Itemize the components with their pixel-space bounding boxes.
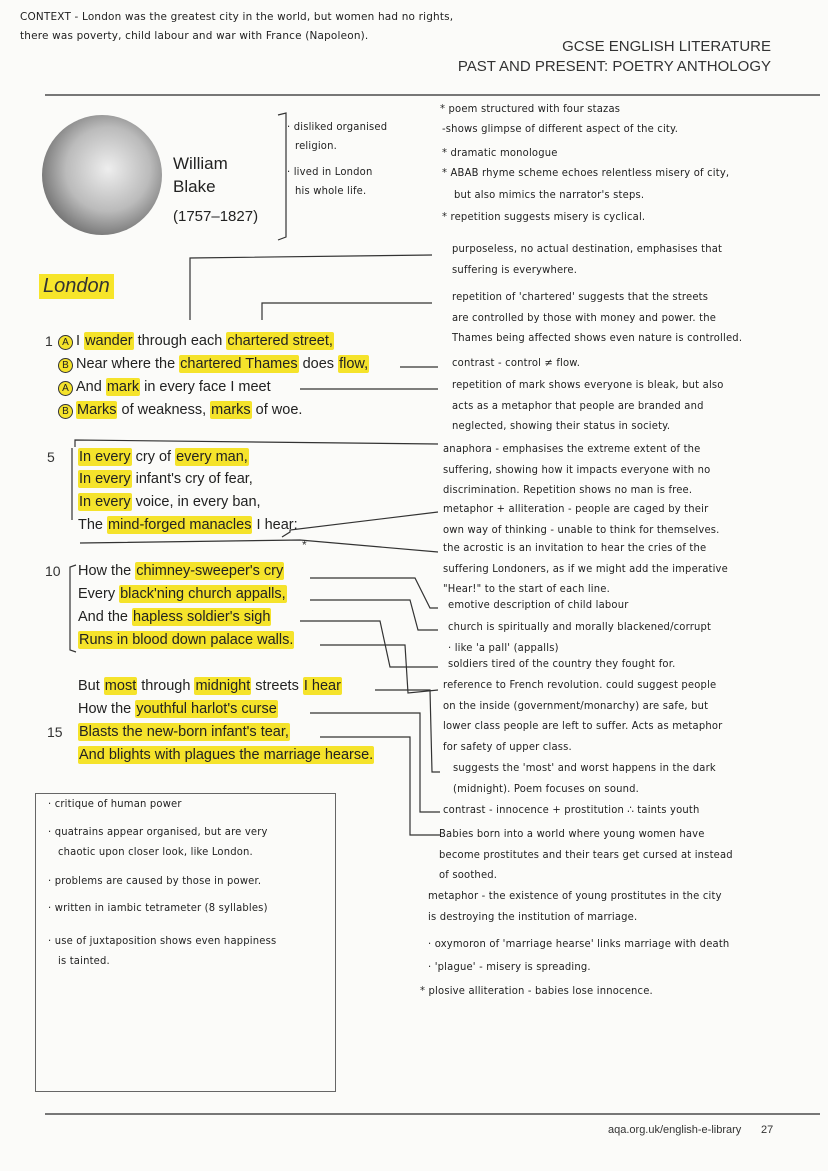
poem-line	[78, 724, 290, 740]
structure-note: * ABAB rhyme scheme echoes relentless misery of city,	[442, 167, 730, 179]
poet-note: · lived in London	[287, 166, 373, 178]
annotation-line: suffering is everywhere.	[452, 263, 578, 276]
poem-line	[78, 517, 298, 533]
annotation-line: lower class people are left to suffer. Acts as metaphor	[443, 720, 723, 732]
context-note-line: CONTEXT - London was the greatest city in the world, but women had no rights,	[20, 10, 454, 23]
annotation-line: neglected, showing their status in society.	[452, 420, 671, 432]
connector-line	[310, 600, 438, 630]
header-subject: GCSE ENGLISH LITERATURE	[562, 38, 771, 55]
annotation-line: are controlled by those with money and power. the	[452, 311, 717, 324]
poem-text: The	[78, 517, 108, 533]
annotation-line: church is spiritually and morally blackened/corrupt	[448, 621, 712, 633]
highlighted-phrase: I hear	[303, 678, 341, 694]
poem-line	[58, 356, 369, 373]
connector-line	[262, 303, 432, 320]
bracket-stanza-3	[70, 565, 76, 652]
poem-line	[58, 379, 271, 396]
annotation-line: purposeless, no actual destination, emphasises that	[452, 243, 723, 255]
annotation-line: (midnight). Poem focuses on sound.	[453, 782, 640, 795]
connector-line	[310, 578, 438, 608]
poem-text: cry of	[131, 449, 176, 465]
line-number: 5	[47, 449, 55, 465]
highlighted-phrase: black'ning church appalls,	[120, 586, 286, 602]
poet-last-name: Blake	[173, 177, 216, 196]
poem-text: of woe.	[251, 402, 303, 418]
annotation-line: become prostitutes and their tears get cursed at instead	[439, 848, 733, 861]
highlighted-phrase: Blasts the new-born infant's tear,	[79, 724, 289, 740]
summary-point: · quatrains appear organised, but are very	[48, 826, 268, 838]
highlighted-phrase: In every	[79, 494, 131, 510]
annotation-line: contrast - control ≠ flow.	[452, 357, 581, 369]
connector-line	[375, 690, 440, 772]
structure-note: * repetition suggests misery is cyclical.	[442, 211, 646, 223]
connector-line	[80, 540, 438, 552]
structure-note: * dramatic monologue	[442, 147, 558, 159]
rhyme-mark: B	[58, 358, 73, 373]
annotation-line: · 'plague' - misery is spreading.	[428, 961, 591, 973]
annotation-line: Babies born into a world where young women have	[439, 828, 705, 840]
poem-text: through each	[133, 333, 227, 349]
annotation-line: metaphor + alliteration - people are caged by their	[443, 503, 709, 515]
annotation-line: emotive description of child labour	[448, 599, 629, 611]
poet-note: religion.	[295, 140, 337, 152]
poem-text: And the	[78, 609, 133, 625]
poem-line	[78, 449, 249, 465]
annotation-line: · oxymoron of 'marriage hearse' links marriage with death	[428, 938, 730, 950]
annotation-line: suffering Londoners, as if we might add the imperative	[443, 562, 728, 575]
poem-line	[78, 609, 271, 625]
highlighted-phrase: flow,	[339, 356, 369, 372]
connector-line	[190, 255, 432, 320]
highlighted-phrase: chimney-sweeper's cry	[136, 563, 284, 579]
poem-line	[58, 402, 302, 419]
poem-text: infant's cry of fear,	[131, 471, 253, 487]
highlighted-phrase: mark	[106, 379, 140, 395]
poem-title: London	[39, 274, 114, 299]
poet-dates: (1757–1827)	[173, 208, 259, 225]
highlighted-phrase: And blights with plagues the marriage hearse.	[79, 747, 374, 763]
poem-text: But	[78, 678, 104, 694]
poem-line	[78, 494, 261, 510]
annotation-line: * plosive alliteration - babies lose innocence.	[420, 985, 653, 997]
annotation-line: of soothed.	[439, 869, 498, 881]
annotation-line: repetition of 'chartered' suggests that the streets	[452, 291, 709, 303]
annotation-line: discrimination. Repetition shows no man is free.	[443, 484, 693, 496]
annotation-line: reference to French revolution. could suggest people	[443, 679, 717, 691]
line-number: 15	[47, 724, 63, 740]
poem-text: I	[76, 333, 85, 349]
poem-text: How the	[78, 701, 136, 717]
poem-line	[78, 701, 278, 717]
poet-first-name: William	[173, 154, 228, 173]
highlighted-phrase: midnight	[195, 678, 251, 694]
structure-note: -shows glimpse of different aspect of the city.	[442, 123, 679, 135]
annotation-line: on the inside (government/monarchy) are safe, but	[443, 699, 709, 712]
connector-line	[282, 512, 438, 537]
footer-url[interactable]: aqa.org.uk/english-e-library	[608, 1124, 742, 1136]
highlighted-phrase: In every	[79, 449, 131, 465]
poem-text: through	[137, 678, 195, 694]
rhyme-mark: B	[58, 404, 73, 419]
annotation-line: for safety of upper class.	[443, 740, 572, 753]
annotation-line: "Hear!" to the start of each line.	[443, 583, 610, 595]
annotation-line: suffering, showing how it impacts everyone with no	[443, 463, 711, 476]
highlighted-phrase: wander	[85, 333, 133, 349]
context-note-line: there was poverty, child labour and war with France (Napoleon).	[20, 29, 369, 42]
poet-note: his whole life.	[295, 185, 367, 197]
poem-text: voice, in every ban,	[131, 494, 261, 510]
poem-text: Every	[78, 586, 120, 602]
bracket-poet-notes	[278, 113, 286, 240]
highlighted-phrase: chartered Thames	[180, 356, 298, 372]
poem-text: How the	[78, 563, 136, 579]
annotation-line: repetition of mark shows everyone is bleak, but also	[452, 379, 724, 391]
annotation-line: own way of thinking - unable to think for themselves.	[443, 523, 720, 536]
poem-text: Near where the	[76, 356, 180, 372]
page-number: 27	[761, 1124, 774, 1136]
annotation-line: suggests the 'most' and worst happens in the dark	[453, 762, 716, 774]
structure-note: but also mimics the narrator's steps.	[454, 189, 645, 201]
highlighted-phrase: mind-forged manacles	[108, 517, 252, 533]
poem-line	[78, 678, 342, 694]
annotation-line: soldiers tired of the country they fought for.	[448, 658, 676, 670]
summary-point: · problems are caused by those in power.	[48, 875, 262, 887]
rhyme-mark: A	[58, 381, 73, 396]
summary-point: · use of juxtaposition shows even happiness	[48, 935, 277, 947]
highlighted-phrase: chartered street,	[227, 333, 333, 349]
rhyme-mark: A	[58, 335, 73, 350]
connector-line	[75, 440, 438, 447]
highlighted-phrase: Marks	[77, 402, 117, 418]
highlighted-phrase: marks	[211, 402, 251, 418]
poem-line	[78, 586, 287, 602]
poem-text: does	[298, 356, 339, 372]
highlighted-phrase: In every	[79, 471, 131, 487]
asterisk-icon: *	[302, 538, 307, 552]
highlighted-phrase: Runs in blood down palace walls.	[79, 632, 294, 648]
poem-text: in every face I meet	[140, 379, 271, 395]
summary-point: · written in iambic tetrameter (8 syllables)	[48, 902, 268, 914]
annotation-line: contrast - innocence + prostitution ∴ taints youth	[443, 804, 700, 816]
poem-text: streets	[251, 678, 303, 694]
annotation-line: metaphor - the existence of young prostitutes in the city	[428, 890, 722, 902]
annotation-line: anaphora - emphasises the extreme extent of the	[443, 443, 701, 455]
line-number: 1	[45, 333, 53, 349]
poem-text: And	[76, 379, 106, 395]
summary-point: chaotic upon closer look, like London.	[58, 846, 253, 858]
annotation-line: acts as a metaphor that people are branded and	[452, 399, 704, 412]
highlighted-phrase: every man,	[176, 449, 248, 465]
highlighted-phrase: most	[104, 678, 137, 694]
summary-point: is tainted.	[58, 955, 110, 967]
poem-text: I hear:	[252, 517, 298, 533]
header-anthology: PAST AND PRESENT: POETRY ANTHOLOGY	[457, 58, 771, 75]
highlighted-phrase: hapless soldier's sigh	[133, 609, 271, 625]
poem-line	[78, 632, 294, 648]
poem-line	[78, 471, 253, 487]
highlighted-phrase: youthful harlot's curse	[136, 701, 277, 717]
poem-line	[58, 333, 334, 350]
annotation-line: is destroying the institution of marriage.	[428, 910, 638, 923]
poet-note: · disliked organised	[287, 121, 388, 133]
annotation-line: the acrostic is an invitation to hear the cries of the	[443, 542, 707, 554]
structure-note: * poem structured with four stazas	[440, 103, 621, 115]
annotation-line: · like 'a pall' (appalls)	[448, 641, 559, 654]
poem-text: of weakness,	[117, 402, 211, 418]
annotation-line: Thames being affected shows even nature is controlled.	[452, 332, 743, 344]
summary-point: · critique of human power	[48, 798, 182, 810]
line-number: 10	[45, 563, 61, 579]
poem-line	[78, 563, 284, 579]
poem-line	[78, 747, 374, 763]
